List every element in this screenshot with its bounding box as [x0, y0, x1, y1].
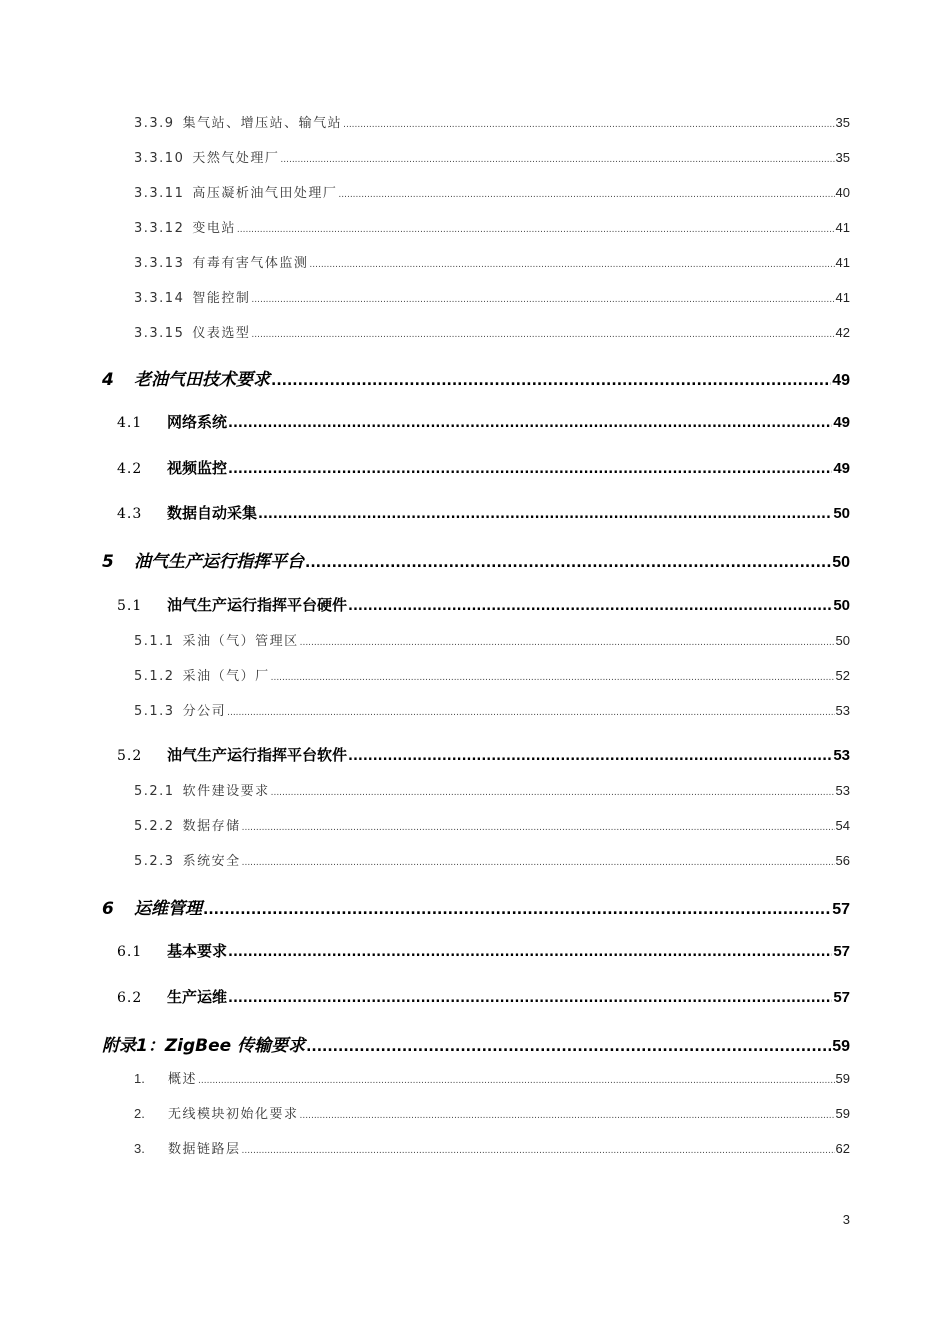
toc-number: 5.2	[117, 748, 143, 764]
toc-title: 数据存储	[182, 819, 241, 834]
dot-leader	[309, 260, 834, 270]
toc-title: 仪表选型	[192, 326, 251, 341]
toc-section[interactable]	[117, 594, 850, 615]
dot-leader	[271, 788, 835, 798]
toc-title: 有毒有害气体监测	[192, 256, 309, 271]
dot-leader	[237, 225, 835, 235]
toc-number: 3.3.9	[134, 116, 175, 131]
dot-leader	[300, 638, 835, 648]
toc-section[interactable]	[117, 457, 850, 478]
toc-entry[interactable]	[134, 322, 850, 341]
toc-title: 集气站、增压站、输气站	[182, 116, 343, 131]
page-number: 3	[842, 1212, 850, 1227]
toc-number: 6	[102, 899, 114, 919]
dot-leader	[228, 991, 832, 1006]
toc-title: 老油气田技术要求	[134, 370, 270, 390]
toc-page: 59	[835, 1071, 850, 1086]
dot-leader	[251, 295, 834, 305]
dot-leader	[242, 823, 835, 833]
toc-entry[interactable]	[134, 780, 850, 799]
toc-entry[interactable]	[134, 1068, 850, 1087]
toc-entry[interactable]	[134, 252, 850, 271]
toc-title: 采油（气）管理区	[182, 634, 299, 649]
toc-title: 运维管理	[134, 899, 202, 919]
toc-entry[interactable]	[134, 815, 850, 834]
dot-leader	[198, 1076, 835, 1086]
toc-title: 油气生产运行指挥平台硬件	[167, 596, 348, 614]
dot-leader	[271, 373, 831, 389]
toc-number: 5.1	[117, 598, 143, 614]
dot-leader	[228, 416, 832, 431]
toc-number: 5.2.1	[134, 784, 175, 799]
toc-page: 49	[832, 372, 850, 389]
toc-title: 智能控制	[192, 291, 251, 306]
toc-title: 无线模块初始化要求	[168, 1107, 299, 1122]
toc-title: 基本要求	[167, 942, 228, 960]
toc-section[interactable]	[117, 411, 850, 432]
toc-title: 视频监控	[167, 459, 228, 477]
toc-number: 4	[102, 370, 114, 390]
toc-entry[interactable]	[134, 287, 850, 306]
toc-title: 附录1：ZigBee 传输要求	[102, 1036, 306, 1056]
toc-entry[interactable]	[134, 665, 850, 684]
toc-page: 50	[833, 597, 850, 614]
toc-page: 41	[835, 255, 850, 270]
toc-page: 57	[833, 989, 850, 1006]
toc-number: 3.	[134, 1141, 145, 1156]
toc-title: 系统安全	[182, 854, 241, 869]
dot-leader	[348, 749, 832, 764]
toc-page: 62	[835, 1141, 850, 1156]
toc-page: 41	[835, 220, 850, 235]
toc-entry[interactable]	[134, 1103, 850, 1122]
toc-page: 49	[833, 414, 850, 431]
toc-section[interactable]	[117, 940, 850, 961]
toc-title: 高压凝析油气田处理厂	[192, 186, 338, 201]
toc-number: 1.	[134, 1071, 145, 1086]
toc-number: 4.2	[117, 461, 143, 477]
toc-chapter[interactable]	[102, 547, 850, 572]
dot-leader	[227, 708, 834, 718]
toc-page: 50	[833, 505, 850, 522]
toc-appendix[interactable]	[102, 1031, 850, 1056]
dot-leader	[242, 858, 835, 868]
toc-number: 5.2.2	[134, 819, 175, 834]
dot-leader	[271, 673, 835, 683]
dot-leader	[203, 902, 831, 918]
toc-number: 2.	[134, 1106, 145, 1121]
toc-chapter[interactable]	[102, 365, 850, 390]
toc-entry[interactable]	[134, 700, 850, 719]
toc-page: 42	[835, 325, 850, 340]
toc-number: 3.3.15	[134, 326, 185, 341]
toc-number: 3.3.13	[134, 256, 185, 271]
toc-entry[interactable]	[134, 217, 850, 236]
dot-leader	[228, 945, 832, 960]
toc-entry[interactable]	[134, 147, 850, 166]
toc-page: 40	[835, 185, 850, 200]
toc-section[interactable]	[117, 502, 850, 523]
toc-title: 数据链路层	[168, 1142, 241, 1157]
toc-page: 49	[833, 460, 850, 477]
toc-entry[interactable]	[134, 112, 850, 131]
dot-leader	[300, 1111, 835, 1121]
dot-leader	[258, 507, 832, 522]
toc-number: 4.3	[117, 506, 143, 522]
dot-leader	[343, 120, 834, 130]
toc-section[interactable]	[117, 744, 850, 765]
toc-page: 57	[833, 943, 850, 960]
toc-title: 数据自动采集	[167, 504, 258, 522]
toc-title: 天然气处理厂	[192, 151, 280, 166]
toc-page: 41	[835, 290, 850, 305]
toc-number: 6.2	[117, 990, 143, 1006]
toc-number: 5	[102, 552, 114, 572]
toc-number: 3.3.10	[134, 151, 185, 166]
toc-number: 5.1.3	[134, 704, 175, 719]
toc-title: 变电站	[192, 221, 236, 236]
toc-page: 59	[835, 1106, 850, 1121]
toc-number: 5.2.3	[134, 854, 175, 869]
toc-entry[interactable]	[134, 182, 850, 201]
toc-page: 35	[835, 150, 850, 165]
toc-title: 油气生产运行指挥平台	[134, 552, 304, 572]
dot-leader	[228, 462, 832, 477]
toc-number: 3.3.12	[134, 221, 185, 236]
toc-page: 52	[835, 668, 850, 683]
dot-leader	[305, 555, 831, 571]
toc-title: 网络系统	[167, 413, 228, 431]
toc-title: 油气生产运行指挥平台软件	[167, 746, 348, 764]
toc-section[interactable]	[117, 986, 850, 1007]
toc-entry[interactable]	[134, 630, 850, 649]
toc-entry[interactable]	[134, 1138, 850, 1157]
toc-page: 50	[835, 633, 850, 648]
toc-page: 53	[835, 783, 850, 798]
toc-page: 59	[832, 1038, 850, 1055]
toc-number: 3.3.11	[134, 186, 185, 201]
toc-page: 50	[832, 554, 850, 571]
toc-number: 3.3.14	[134, 291, 185, 306]
toc-number: 5.1.2	[134, 669, 175, 684]
toc-page: 54	[835, 818, 850, 833]
toc-title: 概述	[168, 1072, 198, 1087]
toc-page: 56	[835, 853, 850, 868]
toc-number: 5.1.1	[134, 634, 175, 649]
toc-title: 采油（气）厂	[182, 669, 270, 684]
toc-number: 6.1	[117, 944, 143, 960]
toc-number: 4.1	[117, 415, 143, 431]
toc-title: 分公司	[182, 704, 227, 719]
toc-chapter[interactable]	[102, 894, 850, 919]
toc-title: 软件建设要求	[182, 784, 270, 799]
dot-leader	[251, 330, 834, 340]
dot-leader	[242, 1146, 835, 1156]
toc-page: 53	[835, 703, 850, 718]
toc-page: 53	[833, 747, 850, 764]
toc-page: 35	[835, 115, 850, 130]
toc-page: 57	[832, 901, 850, 918]
dot-leader	[348, 599, 832, 614]
dot-leader	[280, 155, 834, 165]
toc-title: 生产运维	[167, 988, 228, 1006]
dot-leader	[306, 1039, 831, 1055]
toc-entry[interactable]	[134, 850, 850, 869]
dot-leader	[338, 190, 834, 200]
